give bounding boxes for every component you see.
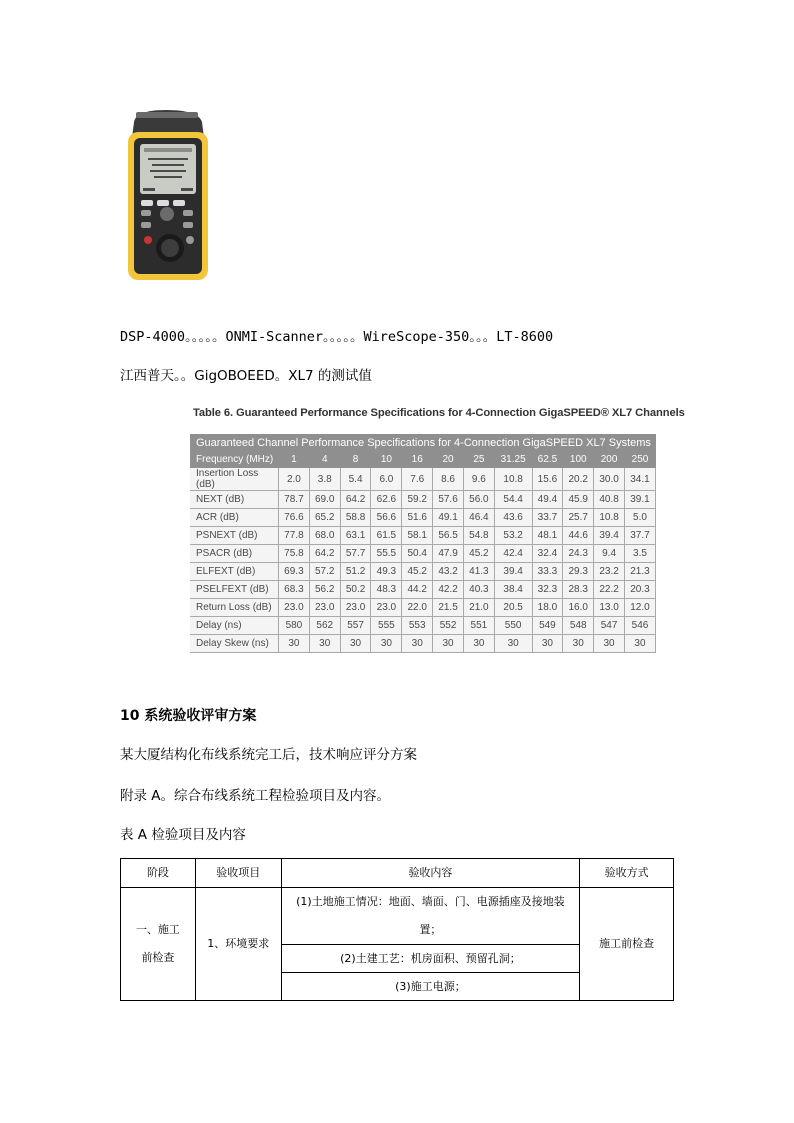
content-cell-2: (2)土建工艺：机房面积、预留孔洞；	[281, 945, 579, 973]
spec-table-title: Guaranteed Channel Performance Specifications for 4-Connection GigaSPEED XL7 Systems	[190, 434, 656, 451]
spec-value-cell: 21.3	[624, 563, 655, 581]
spec-row-label: Insertion Loss (dB)	[190, 468, 279, 491]
spec-value-cell: 548	[563, 617, 594, 635]
spec-value-cell: 50.2	[340, 581, 371, 599]
spec-value-cell: 29.3	[563, 563, 594, 581]
spec-value-cell: 32.3	[532, 581, 563, 599]
spec-value-cell: 43.6	[494, 509, 532, 527]
spec-value-cell: 562	[309, 617, 340, 635]
spec-value-cell: 21.0	[463, 599, 494, 617]
spec-row	[190, 527, 656, 545]
spec-value-cell: 549	[532, 617, 563, 635]
spec-value-cell: 63.1	[340, 527, 371, 545]
spec-value-cell: 54.4	[494, 491, 532, 509]
cable-tester-device-image	[126, 108, 209, 282]
spec-value-cell: 23.0	[340, 599, 371, 617]
spec-value-cell: 30	[594, 635, 625, 653]
spec-value-cell: 30	[624, 635, 655, 653]
spec-value-cell: 65.2	[309, 509, 340, 527]
spec-value-cell: 51.6	[402, 509, 433, 527]
spec-value-cell: 58.1	[402, 527, 433, 545]
spec-row-label: Return Loss (dB)	[190, 599, 279, 617]
spec-value-cell: 68.3	[279, 581, 310, 599]
spec-value-cell: 39.4	[494, 563, 532, 581]
spec-value-cell: 34.1	[624, 468, 655, 491]
spec-value-cell: 30	[463, 635, 494, 653]
spec-value-cell: 20.3	[624, 581, 655, 599]
spec-value-cell: 552	[433, 617, 464, 635]
spec-value-cell: 48.1	[532, 527, 563, 545]
method-cell: 施工前检查	[580, 888, 674, 1001]
frequency-label: Frequency (MHz)	[190, 451, 279, 468]
item-cell: 1、环境要求	[195, 888, 281, 1001]
spec-value-cell: 54.8	[463, 527, 494, 545]
spec-value-cell: 546	[624, 617, 655, 635]
spec-value-cell: 47.9	[433, 545, 464, 563]
header-stage: 阶段	[121, 859, 196, 888]
spec-row	[190, 468, 656, 491]
spec-value-cell: 45.2	[402, 563, 433, 581]
spec-value-cell: 23.0	[309, 599, 340, 617]
spec-value-cell: 30	[532, 635, 563, 653]
spec-row-label: ELFEXT (dB)	[190, 563, 279, 581]
content-cell-1: (1)土地施工情况：地面、墙面、门、电源插座及接地装置；	[281, 888, 579, 945]
spec-value-cell: 3.8	[309, 468, 340, 491]
header-method: 验收方式	[580, 859, 674, 888]
spec-value-cell: 58.8	[340, 509, 371, 527]
spec-value-cell: 51.2	[340, 563, 371, 581]
frequency-cell: 200	[594, 451, 625, 468]
spec-value-cell: 55.5	[371, 545, 402, 563]
spec-value-cell: 555	[371, 617, 402, 635]
stage-cell: 一、施工 前检查	[121, 888, 196, 1001]
spec-value-cell: 45.2	[463, 545, 494, 563]
spec-value-cell: 59.2	[402, 491, 433, 509]
spec-value-cell: 22.0	[402, 599, 433, 617]
spec-value-cell: 5.0	[624, 509, 655, 527]
spec-value-cell: 32.4	[532, 545, 563, 563]
spec-value-cell: 30	[494, 635, 532, 653]
spec-table-caption: Table 6. Guaranteed Performance Specifications for 4-Connection GigaSPEED® XL7 Channels	[193, 407, 685, 419]
frequency-cell: 31.25	[494, 451, 532, 468]
spec-value-cell: 56.6	[371, 509, 402, 527]
spec-value-cell: 22.2	[594, 581, 625, 599]
spec-value-cell: 30	[563, 635, 594, 653]
spec-value-cell: 580	[279, 617, 310, 635]
frequency-cell: 16	[402, 451, 433, 468]
spec-value-cell: 56.0	[463, 491, 494, 509]
frequency-cell: 10	[371, 451, 402, 468]
frequency-cell: 100	[563, 451, 594, 468]
spec-frequency-row	[190, 451, 656, 468]
spec-value-cell: 3.5	[624, 545, 655, 563]
spec-value-cell: 20.5	[494, 599, 532, 617]
spec-value-cell: 553	[402, 617, 433, 635]
acceptance-table	[120, 858, 674, 1001]
spec-value-cell: 6.0	[371, 468, 402, 491]
spec-value-cell: 16.0	[563, 599, 594, 617]
spec-value-cell: 40.3	[463, 581, 494, 599]
spec-table	[190, 434, 656, 653]
spec-row-label: NEXT (dB)	[190, 491, 279, 509]
spec-value-cell: 23.0	[371, 599, 402, 617]
spec-value-cell: 37.7	[624, 527, 655, 545]
acceptance-row	[121, 888, 674, 945]
spec-value-cell: 76.6	[279, 509, 310, 527]
content-cell-3: (3)施工电源；	[281, 973, 579, 1001]
frequency-cell: 62.5	[532, 451, 563, 468]
spec-value-cell: 30	[340, 635, 371, 653]
spec-value-cell: 2.0	[279, 468, 310, 491]
spec-value-cell: 9.6	[463, 468, 494, 491]
spec-value-cell: 50.4	[402, 545, 433, 563]
spec-value-cell: 30	[371, 635, 402, 653]
frequency-cell: 25	[463, 451, 494, 468]
spec-value-cell: 44.2	[402, 581, 433, 599]
spec-value-cell: 49.4	[532, 491, 563, 509]
acceptance-header-row	[121, 859, 674, 888]
spec-value-cell: 15.6	[532, 468, 563, 491]
spec-value-cell: 23.2	[594, 563, 625, 581]
spec-value-cell: 24.3	[563, 545, 594, 563]
tester-models-line: DSP-4000。。。。。ONMI-Scanner。。。。。WireScope-350。。。LT-8600	[120, 329, 554, 345]
spec-value-cell: 49.3	[371, 563, 402, 581]
spec-value-cell: 33.3	[532, 563, 563, 581]
header-content: 验收内容	[281, 859, 579, 888]
spec-value-cell: 10.8	[594, 509, 625, 527]
spec-value-cell: 68.0	[309, 527, 340, 545]
spec-value-cell: 30	[402, 635, 433, 653]
frequency-cell: 20	[433, 451, 464, 468]
spec-value-cell: 7.6	[402, 468, 433, 491]
spec-row	[190, 563, 656, 581]
spec-value-cell: 57.7	[340, 545, 371, 563]
scoring-plan-text: 某大厦结构化布线系统完工后，技术响应评分方案	[120, 747, 417, 763]
spec-value-cell: 42.4	[494, 545, 532, 563]
spec-value-cell: 62.6	[371, 491, 402, 509]
tested-values-line: 江西普天。。GigOBOEED。XL7 的测试值	[120, 368, 372, 384]
spec-value-cell: 77.8	[279, 527, 310, 545]
spec-value-cell: 39.1	[624, 491, 655, 509]
frequency-cell: 1	[279, 451, 310, 468]
frequency-cell: 4	[309, 451, 340, 468]
spec-row	[190, 545, 656, 563]
spec-value-cell: 25.7	[563, 509, 594, 527]
appendix-a-text: 附录 A。综合布线系统工程检验项目及内容。	[120, 788, 391, 804]
spec-value-cell: 40.8	[594, 491, 625, 509]
spec-value-cell: 547	[594, 617, 625, 635]
spec-row	[190, 635, 656, 653]
spec-value-cell: 46.4	[463, 509, 494, 527]
spec-row	[190, 509, 656, 527]
spec-table-title-row	[190, 434, 656, 451]
spec-value-cell: 20.2	[563, 468, 594, 491]
spec-value-cell: 23.0	[279, 599, 310, 617]
spec-value-cell: 45.9	[563, 491, 594, 509]
spec-value-cell: 61.5	[371, 527, 402, 545]
spec-row	[190, 599, 656, 617]
frequency-cell: 250	[624, 451, 655, 468]
spec-value-cell: 69.0	[309, 491, 340, 509]
spec-value-cell: 49.1	[433, 509, 464, 527]
spec-value-cell: 557	[340, 617, 371, 635]
spec-row	[190, 617, 656, 635]
spec-value-cell: 64.2	[309, 545, 340, 563]
spec-value-cell: 44.6	[563, 527, 594, 545]
spec-value-cell: 57.6	[433, 491, 464, 509]
spec-row-label: ACR (dB)	[190, 509, 279, 527]
spec-value-cell: 550	[494, 617, 532, 635]
spec-value-cell: 48.3	[371, 581, 402, 599]
spec-value-cell: 12.0	[624, 599, 655, 617]
spec-value-cell: 28.3	[563, 581, 594, 599]
spec-value-cell: 551	[463, 617, 494, 635]
spec-value-cell: 43.2	[433, 563, 464, 581]
spec-value-cell: 53.2	[494, 527, 532, 545]
spec-value-cell: 75.8	[279, 545, 310, 563]
spec-value-cell: 8.6	[433, 468, 464, 491]
spec-value-cell: 57.2	[309, 563, 340, 581]
section-heading: 10 系统验收评审方案	[120, 708, 257, 724]
spec-value-cell: 41.3	[463, 563, 494, 581]
spec-value-cell: 30	[279, 635, 310, 653]
spec-value-cell: 42.2	[433, 581, 464, 599]
spec-row-label: PSNEXT (dB)	[190, 527, 279, 545]
spec-value-cell: 18.0	[532, 599, 563, 617]
spec-value-cell: 10.8	[494, 468, 532, 491]
spec-row	[190, 581, 656, 599]
spec-row-label: Delay (ns)	[190, 617, 279, 635]
spec-value-cell: 21.5	[433, 599, 464, 617]
spec-value-cell: 39.4	[594, 527, 625, 545]
spec-value-cell: 30	[309, 635, 340, 653]
header-item: 验收项目	[195, 859, 281, 888]
spec-value-cell: 9.4	[594, 545, 625, 563]
spec-value-cell: 38.4	[494, 581, 532, 599]
spec-value-cell: 69.3	[279, 563, 310, 581]
table-a-title: 表 A 检验项目及内容	[120, 827, 246, 843]
spec-value-cell: 30.0	[594, 468, 625, 491]
spec-value-cell: 56.5	[433, 527, 464, 545]
spec-row-label: Delay Skew (ns)	[190, 635, 279, 653]
spec-value-cell: 64.2	[340, 491, 371, 509]
spec-row-label: PSELFEXT (dB)	[190, 581, 279, 599]
frequency-cell: 8	[340, 451, 371, 468]
spec-value-cell: 30	[433, 635, 464, 653]
spec-value-cell: 56.2	[309, 581, 340, 599]
spec-value-cell: 13.0	[594, 599, 625, 617]
spec-value-cell: 33.7	[532, 509, 563, 527]
spec-value-cell: 5.4	[340, 468, 371, 491]
spec-value-cell: 78.7	[279, 491, 310, 509]
spec-row	[190, 491, 656, 509]
spec-row-label: PSACR (dB)	[190, 545, 279, 563]
